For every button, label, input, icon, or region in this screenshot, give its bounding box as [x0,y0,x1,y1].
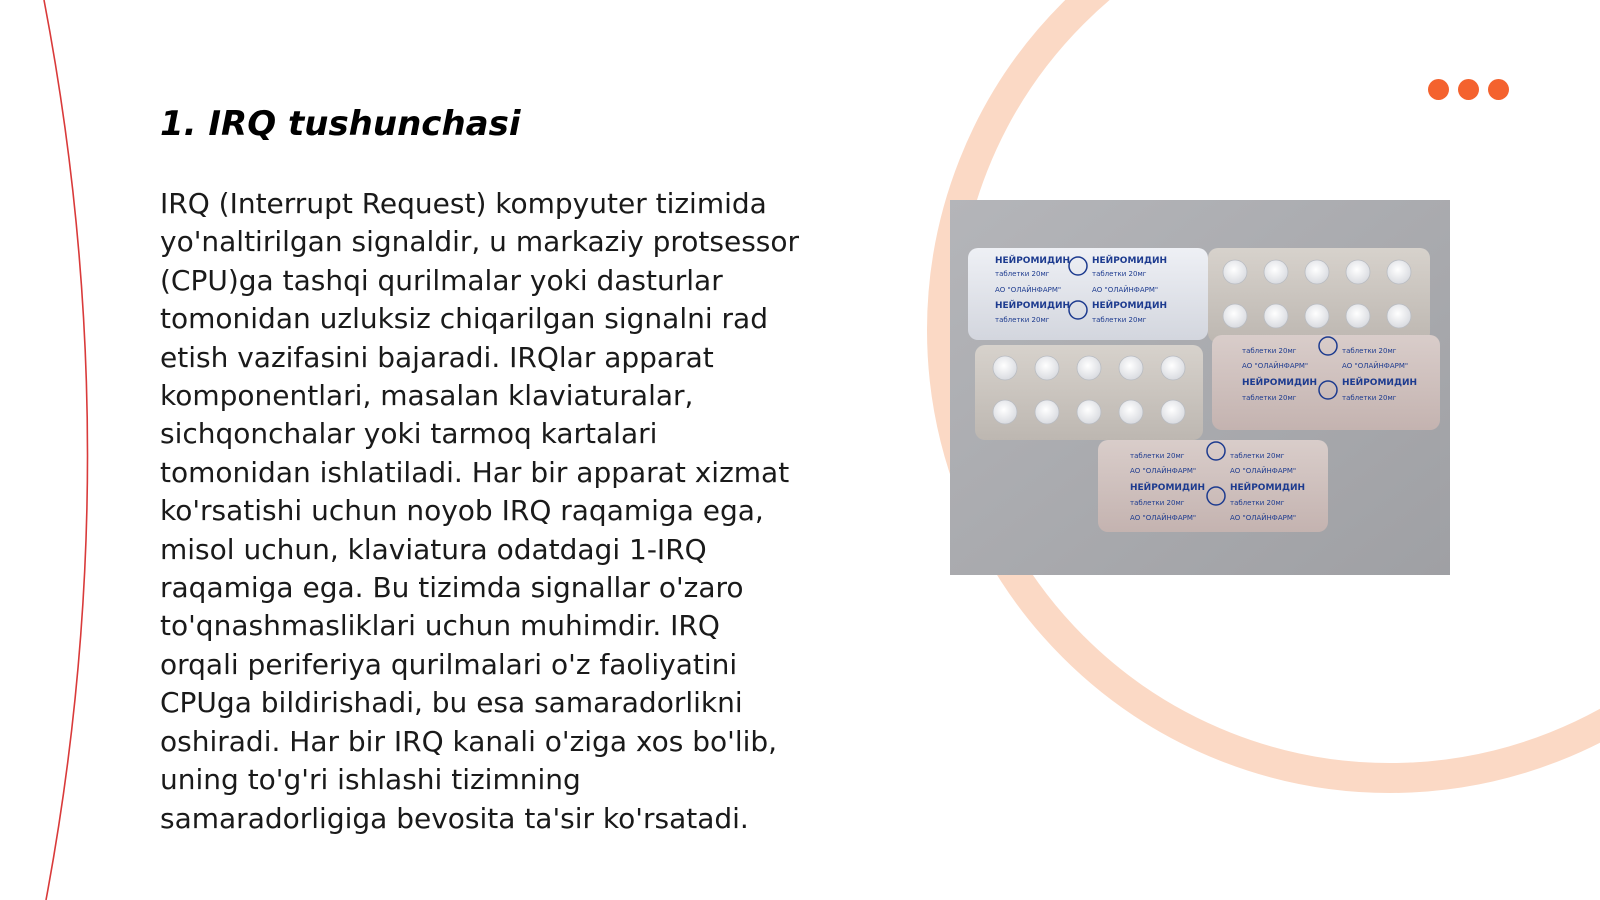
body-line: CPUga bildirishadi, bu esa samaradorlikni [160,686,743,720]
foil-maker: АО "ОЛАЙНФАРМ" [1130,467,1197,475]
foil-dose: таблетки 20мг [1092,270,1147,278]
foil-dose: таблетки 20мг [1130,499,1185,507]
foil-label: НЕЙРОМИДИН [995,256,1071,266]
body-line: uning to'g'ri ishlashi tizimning [160,763,581,797]
body-line: etish vazifasini bajaradi. IRQlar apparat [160,340,714,374]
left-red-arc [44,0,88,900]
foil-label: НЕЙРОМИДИН [1342,378,1418,388]
foil-dose: таблетки 20мг [995,270,1050,278]
blister-middle-left [975,345,1203,440]
blister-top-left [968,248,1208,340]
foil-maker: АО "ОЛАЙНФАРМ" [1230,514,1297,522]
blister-middle-right [1212,335,1440,430]
body-line: ko'rsatishi uchun noyob IRQ raqamiga ega, [160,494,764,528]
foil-maker: АО "ОЛАЙНФАРМ" [1130,514,1197,522]
foil-maker: АО "ОЛАЙНФАРМ" [995,286,1062,294]
dot-icon [1458,79,1479,100]
foil-dose: таблетки 20мг [1092,316,1147,324]
body-line: to'qnashmasliklari uchun muhimdir. IRQ [160,609,720,643]
body-line: raqamiga ega. Bu tizimda signallar o'zaro [160,571,744,605]
foil-dose: таблетки 20мг [1130,452,1185,460]
foil-label: НЕЙРОМИДИН [1230,483,1306,493]
foil-label: НЕЙРОМИДИН [1130,483,1206,493]
body-line: orqali periferiya qurilmalari o'z faoliyatini [160,647,738,681]
dot-icon [1488,79,1509,100]
foil-dose: таблетки 20мг [1342,347,1397,355]
blister-top-right [1208,248,1430,343]
three-dots-icon [1428,79,1512,101]
foil-maker: АО "ОЛАЙНФАРМ" [1242,362,1309,370]
body-line: IRQ (Interrupt Request) kompyuter tizimida [160,187,767,220]
blister-bottom [1098,440,1328,532]
slide-title: 1. IRQ tushunchasi [160,104,521,144]
foil-label: НЕЙРОМИДИН [995,301,1071,311]
foil-maker: АО "ОЛАЙНФАРМ" [1092,286,1159,294]
body-line: tomonidan ishlatiladi. Har bir apparat xizmat [160,455,790,489]
foil-maker: АО "ОЛАЙНФАРМ" [1230,467,1297,475]
dot-icon [1428,79,1449,100]
body-line: (CPU)ga tashqi qurilmalar yoki dasturlar [160,263,723,297]
body-line: misol uchun, klaviatura odatdagi 1-IRQ [160,532,707,566]
body-line: sichqonchalar yoki tarmoq kartalari [160,417,658,451]
foil-maker: АО "ОЛАЙНФАРМ" [1342,362,1409,370]
foil-dose: таблетки 20мг [1230,452,1285,460]
foil-dose: таблетки 20мг [1342,394,1397,402]
body-line: komponentlari, masalan klaviaturalar, [160,379,694,413]
foil-dose: таблетки 20мг [1230,499,1285,507]
body-paragraph [160,185,860,838]
body-line: tomonidan uzluksiz chiqarilgan signalni rad [160,302,768,336]
foil-dose: таблетки 20мг [1242,347,1297,355]
foil-label: НЕЙРОМИДИН [1092,256,1168,266]
body-line: oshiradi. Har bir IRQ kanali o'ziga xos bo'lib, [160,724,778,758]
foil-dose: таблетки 20мг [995,316,1050,324]
foil-dose: таблетки 20мг [1242,394,1297,402]
body-line: samaradorligiga bevosita ta'sir ko'rsatadi. [160,801,749,835]
foil-label: НЕЙРОМИДИН [1242,378,1318,388]
body-line: yo'naltirilgan signaldir, u markaziy protsessor [160,225,800,259]
blister-pack-photo [950,200,1450,575]
foil-label: НЕЙРОМИДИН [1092,301,1168,311]
